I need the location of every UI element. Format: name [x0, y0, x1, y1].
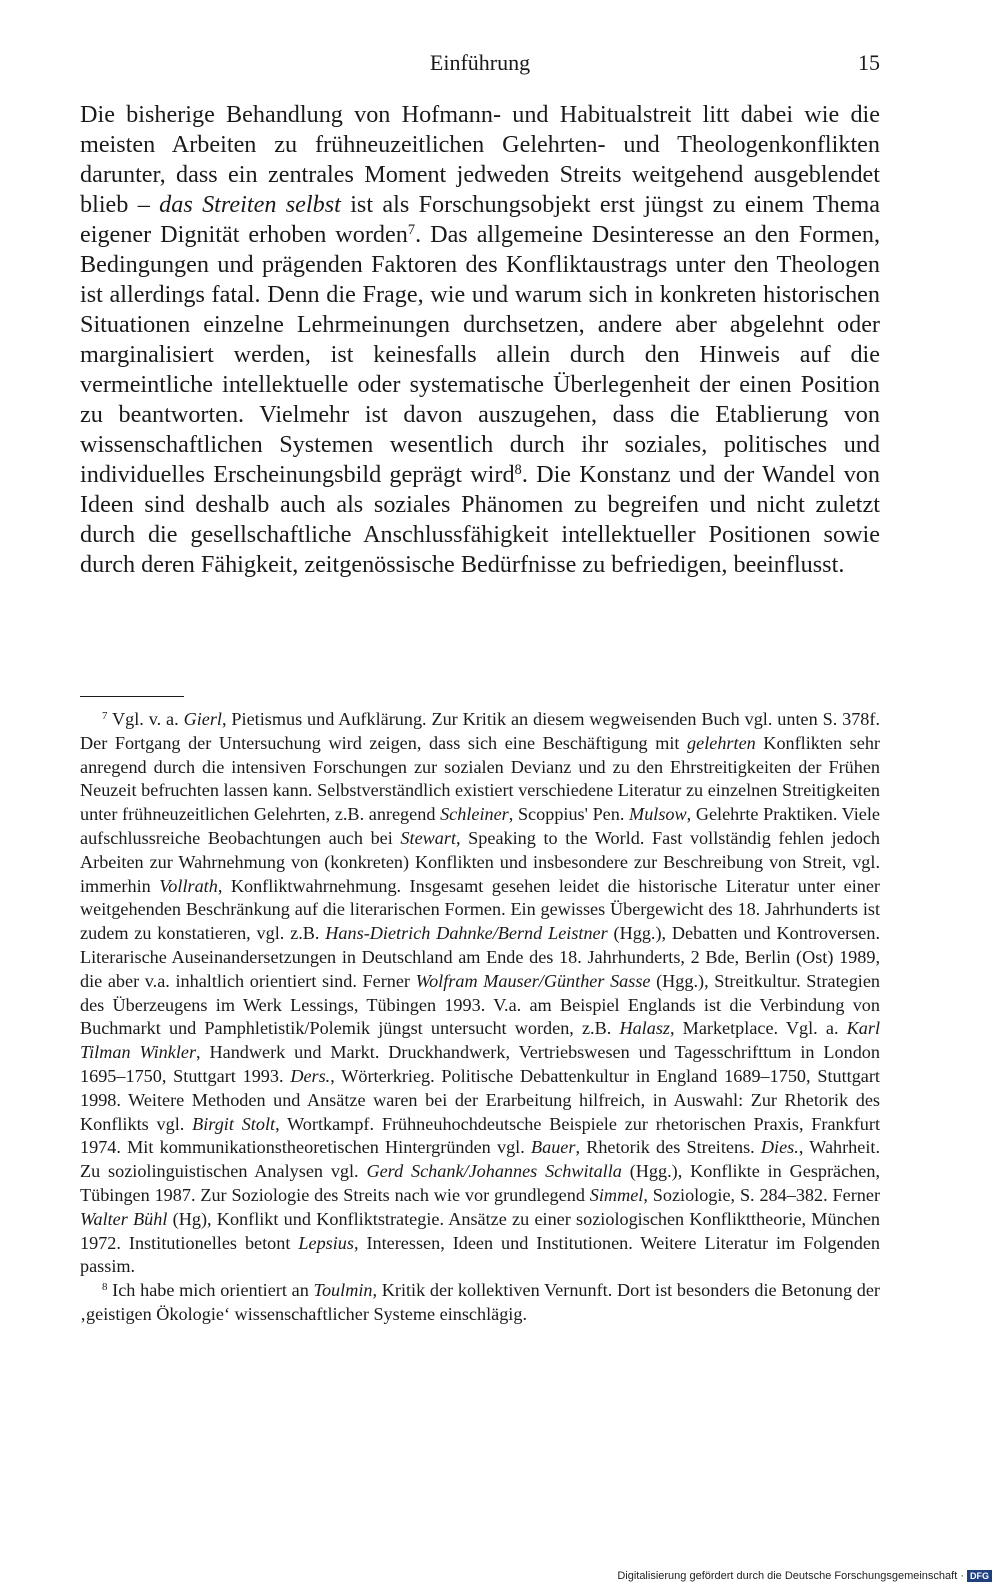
main-paragraph — [80, 100, 880, 580]
text-run: Konflikten sehr anregend durch die intensiven Forschungen zur sozialen Devianz und zu den Ehrstreitigkeiten der Frühen Neuzeit befruchten lassen kann. Selbstverständlich existiert verschiedene Literatur zu einzelnen Streitigkeiten unter frühneuzeitlichen Gelehrten, z.B. anregend — [80, 732, 880, 825]
text-run: , Marketplace. Vgl. a. — [669, 1018, 847, 1039]
emphasis: das Streiten selbst — [159, 191, 341, 218]
text-run: , Wortkampf. Frühneuhochdeutsche Beispiele zur rhetorischen Praxis, Frankfurt 1974. Mit kommunikationstheoretischen Hintergründen vgl. — [80, 1113, 880, 1158]
text-run: , Kritik der kollektiven Vernunft. Dort ist besonders die Betonung der ‚geistigen Ökologie‘ wissenschaftlicher Systeme einschlägig. — [80, 1280, 880, 1324]
footnotes — [80, 708, 880, 1327]
author-name: Halasz — [619, 1018, 670, 1039]
author-name: Vollrath — [159, 875, 218, 896]
text-run: , Pietismus und Aufklärung. Zur Kritik an diesem wegweisenden Buch vgl. unten S. 378f. Der Fortgang der Untersuchung wird zeigen, dass sich eine Beschäftigung mit — [80, 709, 881, 753]
text-run: , Soziologie, S. 284–382. Ferner — [643, 1184, 880, 1205]
footnote-7 — [80, 708, 880, 1279]
author-name: Dies. — [760, 1137, 799, 1158]
author-name: Birgit Stolt — [192, 1113, 276, 1134]
text-run: (Hgg.), Streitkultur. Strategien des Überzeugens im Werk Lessings, Tübingen 1993. V.a. am Beispiel Englands ist die Verbindung von Buchmarkt und Pamphletistik/Polemik jüngst untersucht worden, z.B. — [80, 970, 881, 1039]
text-run: , Konfliktwahrnehmung. Insgesamt gesehen leidet die historische Literatur unter einer weitgehenden Beschränkung auf die literarischen Formen. Ein gewisses Übergewicht des 18. Jahrhunderts ist zudem zu konstatieren, vgl. z.B. — [80, 875, 880, 944]
author-name: Hans-Dietrich Dahnke/Bernd Leistner — [325, 923, 608, 944]
author-name: Wolfram Mauser/Günther Sasse — [415, 970, 651, 991]
page-number: 15 — [858, 50, 880, 75]
footnote-separator — [80, 696, 184, 697]
author-name: Stewart — [400, 827, 456, 848]
text-run: , Interessen, Ideen und Institutionen. Weitere Literatur im Folgenden passim. — [80, 1232, 880, 1277]
text-run: Ich habe mich orientiert an — [107, 1280, 314, 1301]
author-name: Bauer — [530, 1137, 576, 1158]
author-name: Gerd Schank/Johannes Schwitalla — [366, 1161, 622, 1182]
main-text — [80, 100, 880, 580]
text-run: (Hg), Konflikt und Konfliktstrategie. Ansätze zu einer soziologischen Konflikttheorie, München 1972. Institutionelles betont — [80, 1208, 880, 1253]
text-run: (Hgg.), Konflikte in Gesprächen, Tübingen 1987. Zur Soziologie des Streits nach wie vor grundlegend — [80, 1161, 880, 1205]
author-name: Toulmin — [313, 1280, 373, 1301]
text-run: , Wörterkrieg. Politische Debattenkultur in England 1689–1750, Stuttgart 1998. Weitere Methoden und Ansätze waren bei der Erarbeitung hilfreich, in Auswahl: Zur Rhetorik des Konflikts vgl. — [80, 1065, 880, 1134]
credit-text: Digitalisierung gefördert durch die Deutsche Forschungsgemeinschaft · — [617, 1569, 964, 1582]
running-title: Einführung — [429, 50, 531, 75]
text-run: , Scoppius' Pen. — [508, 804, 630, 825]
author-name: Gierl — [183, 709, 222, 729]
text-run: ist als Forschungsobjekt erst jüngst zu einem Thema eigener Dignität erhoben worden — [80, 191, 880, 248]
text-run: . Die Konstanz und der Wandel von Ideen sind deshalb auch als soziales Phänomen zu begreifen und nicht zuletzt durch die gesellschaftliche Anschlussfähigkeit intellektueller Positionen sowie durch deren Fähigkeit, zeitgenössische Bedürfnisse zu befriedigen, beeinflusst. — [80, 461, 880, 578]
text-run: Die bisherige Behandlung von Hofmann- und Habitualstreit litt dabei wie die meisten Arbeiten zu frühneuzeitlichen Gelehrten- und Theologenkonflikten darunter, dass ein zentrales Moment jedweden Streits weitgehend ausgeblendet blieb – — [80, 101, 880, 218]
footnote-number: 7 — [102, 710, 108, 722]
text-run: , Speaking to the World. Fast vollständig fehlen jedoch Arbeiten zur Wahrnehmung von (konkreten) Konflikten und insbesondere zur Beschreibung von Streit, vgl. immerhin — [80, 827, 880, 896]
footnote-ref-8: 8 — [514, 462, 522, 479]
author-name: Walter Bühl — [80, 1208, 168, 1229]
author-name: Ders. — [290, 1065, 331, 1086]
author-name: Simmel — [589, 1184, 644, 1205]
author-name: Schleiner — [440, 804, 509, 825]
page-header — [80, 50, 880, 82]
author-name: Karl Tilman Winkler — [80, 1018, 880, 1063]
author-name: Lepsius — [298, 1232, 354, 1253]
dfg-logo-icon: DFG — [967, 1570, 992, 1582]
footnote-number: 8 — [102, 1281, 108, 1294]
text-run: , Handwerk und Markt. Druckhandwerk, Vertriebswesen und Tagesschrifttum in London 1695–1750, Stuttgart 1993. — [80, 1042, 880, 1086]
text-run: , Rhetorik des Streitens. — [575, 1137, 761, 1158]
digitization-credit — [617, 1570, 992, 1582]
text-run: , Wahrheit. Zu soziolinguistischen Analysen vgl. — [80, 1137, 880, 1182]
text-run: . Das allgemeine Desinteresse an den Formen, Bedingungen und prägenden Faktoren des Konfliktaustrags unter den Theologen ist allerdings fatal. Denn die Frage, wie und warum sich in konkreten historischen Situationen einzelne Lehrmeinungen durchsetzen, andere aber abgelehnt oder marginalisiert werden, ist keinesfalls allein durch den Hinweis auf die vermeintliche intellektuelle oder systematische Überlegenheit der einen Position zu beantworten. Vielmehr ist davon auszugehen, dass die Etablierung von wissenschaftlichen Systemen wesentlich durch ihr soziales, politisches und individuelles Erscheinungsbild geprägt wird — [80, 221, 880, 488]
footnote-8 — [80, 1279, 880, 1327]
text-run: (Hgg.), Debatten und Kontroversen. Literarische Auseinandersetzungen in Deutschland am Ende des 18. Jahrhunderts, 2 Bde, Berlin (Ost) 1989, die aber v.a. inhaltlich orientiert sind. Ferner — [80, 923, 880, 991]
text-run: , Gelehrte Praktiken. Viele aufschlussreiche Beobachtungen auch bei — [80, 804, 880, 848]
author-name: Mulsow — [629, 804, 687, 825]
footnote-ref-7: 7 — [407, 222, 416, 239]
text-run: Vgl. v. a. — [107, 709, 184, 729]
emphasis: gelehrten — [687, 732, 756, 753]
